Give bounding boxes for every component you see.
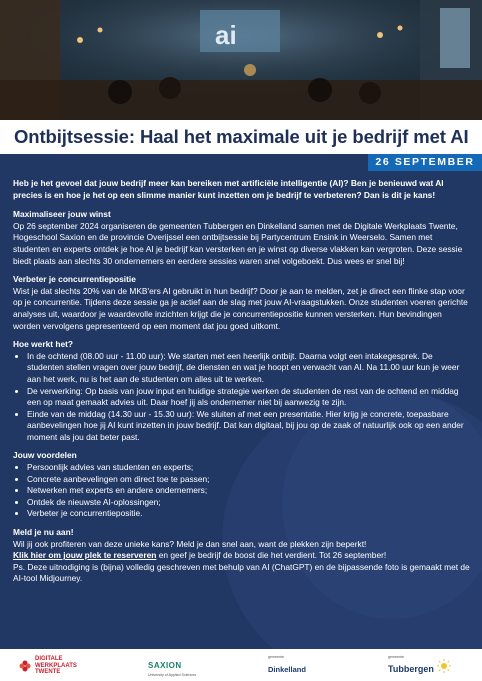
tubbergen-pre: gemeente [388, 655, 404, 659]
list-item: • Einde van de middag (14.30 uur - 15.30 uur): We sluiten af met een presentatie. Hier krijg je concrete, toepasbare aanbevelingen hoe jij AI kunt inzetten in jouw bedrijf. Dat kan digitaal, bij jou op de zaak of natuurlijk ook op een ander moment als jou dat beter past. [27, 409, 470, 444]
logo1-line3: TWENTE [35, 669, 61, 676]
saxion-logo [148, 655, 196, 677]
section-body-winst: Op 26 september 2024 organiseren de gemeenten Tubbergen en Dinkelland samen met de Digitale Werkplaats Twente, Hogeschool Saxion en de provincie Overijssel een ontbijtsessie bij Partycentrum Ensink in Weerselo. Samen met studenten en experts ontdek je hoe AI je bedrijf kan versterken en je winst op diverse vlakken kan vergroten. Deze sessie biedt plaats aan slechts 30 ondernemers en eerdere sessies waren snel volgeboekt. Dus wees er snel bij! [13, 220, 463, 266]
section-heading-voordelen: Jouw voordelen [13, 450, 77, 461]
list-item: • In de ochtend (08.00 uur - 11.00 uur): We starten met een heerlijk ontbijt. Daarna volgt een intakegesprek. De studenten stellen vragen over jouw bedrijf, de diensten en wat je hoopt en verwacht van AI. Na 11.00 uur kun je weer aan het werk, nu is het aan de studenten om alles uit te werken. [27, 351, 470, 386]
list-item: • Netwerken met experts en andere ondernemers; [27, 485, 470, 497]
list-item: • De verwerking: Op basis van jouw input en huidige strategie werken de studenten de rest van de ochtend en middag een op maat gemaakt advies uit. Daar hoef jij als ondernemer niet bij aanwezig te zijn. [27, 386, 470, 409]
intro-text: Heb je het gevoel dat jouw bedrijf meer kan bereiken met artificiële intelligentie (AI)? Ben je benieuwd wat AI precies is en hoe je het op een slimme manier kunt inzetten om je bedrijf te verbeteren? Dan is dit je kans! [13, 178, 444, 200]
dinkelland-logo [268, 655, 306, 677]
list-item: • Ontdek de nieuwste AI-oplossingen; [27, 497, 470, 509]
signup-cta-rest: en geef je bedrijf de boost die het verdient. Tot 26 september! [156, 550, 387, 561]
section-heading-hoe: Hoe werkt het? [13, 339, 74, 350]
benefits-list [13, 462, 470, 520]
hero-photo [0, 0, 482, 120]
footer-logos [0, 649, 482, 681]
page-title: Ontbijtsessie: Haal het maximale uit je bedrijf met AI [14, 126, 469, 147]
tubbergen-logo-text: Tubbergen [388, 664, 434, 674]
ps-note: Ps. Deze uitnodiging is (bijna) volledig geschreven met behulp van AI (ChatGPT) en de bijpassende foto is gemaakt met de AI-tool Midjourney. [13, 561, 470, 584]
dinkelland-logo-text: Dinkelland [268, 665, 306, 674]
logo1-line2: WERKPLAATS [35, 662, 77, 669]
list-item: • Verbeter je concurrentiepositie. [27, 508, 470, 520]
signup-cta [13, 550, 470, 562]
steps-list [13, 351, 470, 444]
content-text [13, 178, 470, 585]
tubbergen-logo [388, 655, 451, 677]
content-panel [0, 154, 482, 649]
flower-icon [18, 659, 32, 673]
section-body-concurrentie: Wist je dat slechts 20% van de MKB'ers AI gebruikt in hun bedrijf? Door je aan te melden, zet je direct een flinke stap voor op je concurrentie. Tijdens deze sessie ga je actief aan de slag met jouw AI-vraagstukken. Onze studenten voeren gerichte analyses uit, waardoor je waardevolle inzichten krijgt die je concurrentiepositie kunnen versterken. Hun bevindingen worden vervolgens gepresenteerd op een moment dat jou goed uitkomt. [13, 285, 468, 331]
signup-text: Wil jij ook profiteren van deze unieke kans? Meld je dan snel aan, want de plekken zijn beperkt! [13, 538, 367, 549]
dinkelland-pre: gemeente [268, 655, 284, 659]
section-heading-winst: Maximaliseer jouw winst [13, 209, 111, 220]
reserve-link[interactable]: Klik hier om jouw plek te reserveren [13, 550, 157, 561]
section-heading-concurrentie: Verbeter je concurrentiepositie [13, 274, 136, 285]
list-item: • Concrete aanbevelingen om direct toe te passen; [27, 474, 470, 486]
section-heading-aanmelden: Meld je nu aan! [13, 527, 74, 538]
sun-icon [437, 659, 451, 673]
saxion-logo-text: SAXION [148, 661, 182, 670]
screen-text: ai [215, 20, 237, 50]
list-item: • Persoonlijk advies van studenten en experts; [27, 462, 470, 474]
digitale-werkplaats-logo [18, 655, 77, 677]
saxion-logo-sub: University of Applied Sciences [148, 673, 197, 677]
date-badge: 26 SEPTEMBER [368, 154, 482, 171]
logo1-line1: DIGITALE [35, 656, 63, 663]
